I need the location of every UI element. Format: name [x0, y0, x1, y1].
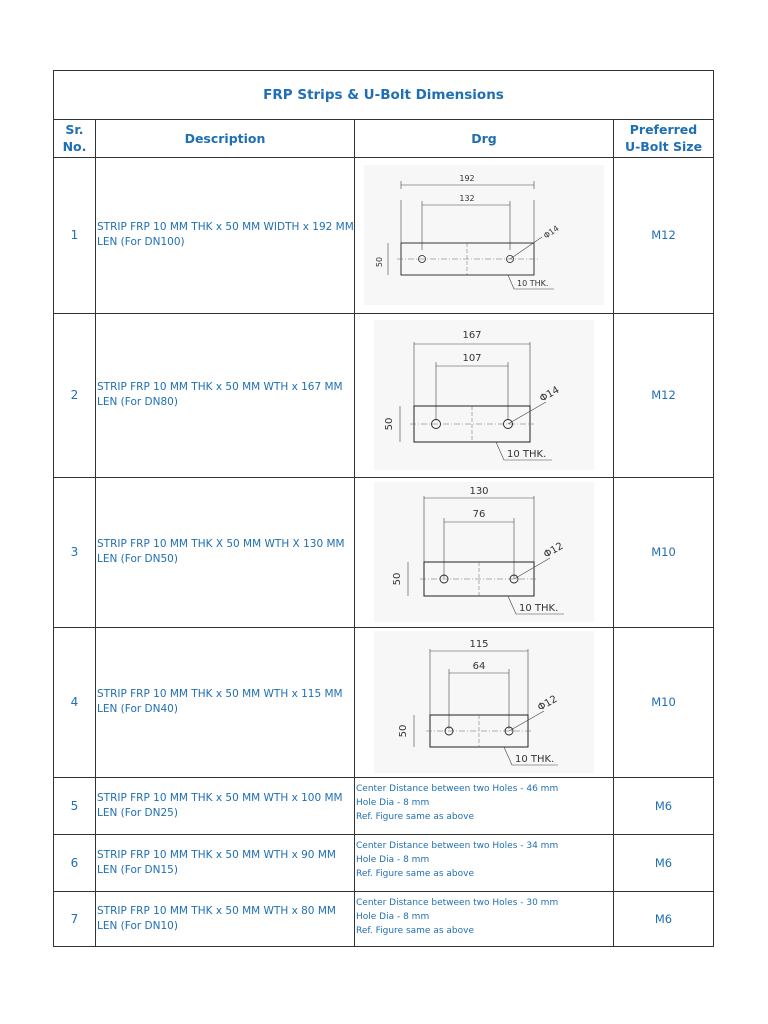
row-description: STRIP FRP 10 MM THK x 50 MM WTH x 100 MM LEN (For DN25) — [96, 777, 355, 834]
row-ubolt-size: M6 — [654, 798, 673, 813]
height-dimension: 50 — [375, 256, 384, 268]
row-sr-no: 2 — [54, 313, 96, 477]
row-ubolt-size: M12 — [651, 228, 676, 242]
row-sr-no: 5 — [54, 777, 96, 834]
table-row — [54, 891, 713, 946]
row-drawing-cell — [355, 627, 614, 777]
header-sr-no-line1: Sr. — [65, 122, 84, 137]
row-description: STRIP FRP 10 MM THK x 50 MM WTH x 90 MM LEN (For DN15) — [96, 834, 355, 891]
length-dimension: 167 — [462, 330, 482, 341]
table-row — [54, 777, 713, 835]
center-dimension: 76 — [472, 509, 486, 520]
header-row — [54, 119, 713, 158]
row-drawing-note — [355, 834, 614, 891]
length-dimension: 192 — [459, 174, 475, 183]
strip-drawing — [374, 631, 594, 773]
header-ubolt-line2: U-Bolt Size — [624, 139, 703, 154]
row-drawing-note — [355, 777, 614, 834]
length-dimension: 115 — [469, 639, 489, 650]
table-row — [54, 157, 713, 314]
header-description: Description — [96, 119, 355, 157]
strip-drawing — [374, 320, 594, 470]
row-sr-no: 4 — [54, 627, 96, 777]
row-sr-no: 6 — [54, 834, 96, 891]
center-dimension: 64 — [472, 661, 486, 672]
row-drawing-note — [355, 891, 614, 946]
height-dimension: 50 — [392, 572, 403, 586]
note-hole-dia: Hole Dia - 8 mm — [356, 855, 430, 865]
length-dimension: 130 — [469, 486, 489, 497]
table-row — [54, 477, 713, 628]
strip-drawing — [364, 165, 604, 305]
row-drawing-cell — [355, 157, 614, 313]
row-description: STRIP FRP 10 MM THK x 50 MM WIDTH x 192 MM LEN (For DN100) — [96, 157, 355, 313]
row-ubolt-size: M10 — [651, 695, 676, 709]
row-sr-no: 1 — [54, 157, 96, 313]
table-row — [54, 627, 713, 778]
row-ubolt-size: M6 — [654, 855, 673, 870]
header-sr-no-line2: No. — [62, 139, 87, 154]
height-dimension: 50 — [384, 417, 395, 431]
thickness-label: 10 THK. — [515, 754, 555, 765]
hole-dia-label: Φ14 — [541, 223, 561, 241]
note-hole-dia: Hole Dia - 8 mm — [356, 798, 430, 808]
row-sr-no: 3 — [54, 477, 96, 627]
row-description: STRIP FRP 10 MM THK X 50 MM WTH X 130 MM LEN (For DN50) — [96, 477, 355, 627]
note-ref-figure: Ref. Figure same as above — [356, 926, 474, 936]
note-hole-dia: Hole Dia - 8 mm — [356, 912, 430, 922]
center-dimension: 132 — [459, 194, 475, 203]
strip-drawing — [374, 482, 594, 622]
header-drawing: Drg — [355, 119, 614, 157]
note-ref-figure: Ref. Figure same as above — [356, 812, 474, 822]
row-description: STRIP FRP 10 MM THK x 50 MM WTH x 80 MM LEN (For DN10) — [96, 891, 355, 946]
row-ubolt-size: M10 — [651, 545, 676, 559]
dimension-table — [53, 70, 714, 947]
note-ref-figure: Ref. Figure same as above — [356, 869, 474, 879]
height-dimension: 50 — [398, 724, 409, 738]
note-center-distance: Center Distance between two Holes - 46 mm — [356, 784, 559, 794]
table-row — [54, 313, 713, 478]
note-center-distance: Center Distance between two Holes - 30 mm — [356, 898, 559, 908]
row-ubolt-size: M12 — [651, 388, 676, 402]
row-sr-no: 7 — [54, 891, 96, 946]
table-title: FRP Strips & U-Bolt Dimensions — [54, 71, 713, 120]
thickness-label: 10 THK. — [507, 449, 547, 460]
row-ubolt-size: M6 — [654, 911, 673, 926]
thickness-label: 10 THK. — [519, 603, 559, 614]
row-description: STRIP FRP 10 MM THK x 50 MM WTH x 115 MM LEN (For DN40) — [96, 627, 355, 777]
row-drawing-cell — [355, 477, 614, 627]
row-drawing-cell — [355, 313, 614, 477]
hole-dia-label: Φ12 — [536, 693, 560, 714]
note-center-distance: Center Distance between two Holes - 34 mm — [356, 841, 559, 851]
row-description: STRIP FRP 10 MM THK x 50 MM WTH x 167 MM LEN (For DN80) — [96, 313, 355, 477]
center-dimension: 107 — [462, 353, 482, 364]
header-sr-no — [54, 119, 96, 157]
thickness-label: 10 THK. — [517, 279, 549, 288]
hole-dia-label: Φ14 — [538, 384, 562, 405]
header-ubolt-size — [614, 119, 713, 157]
header-ubolt-line1: Preferred — [629, 122, 698, 137]
hole-dia-label: Φ12 — [542, 540, 566, 561]
table-row — [54, 834, 713, 892]
